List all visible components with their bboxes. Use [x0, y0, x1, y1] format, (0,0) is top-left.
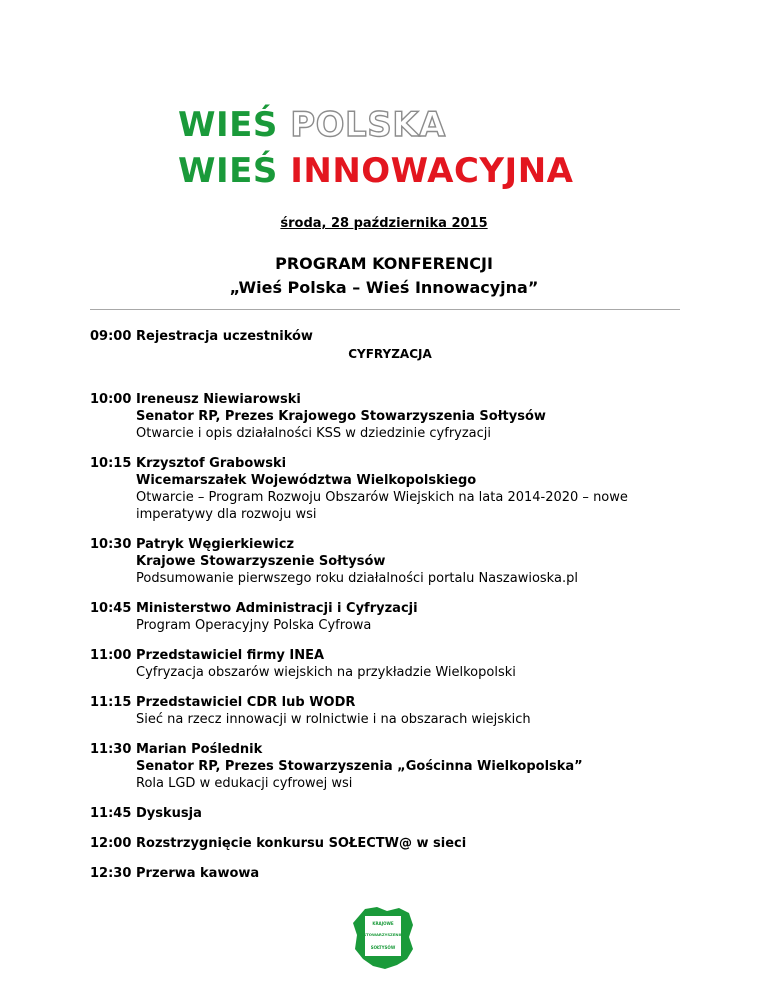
- item-role: Senator RP, Prezes Krajowego Stowarzyszenia Sołtysów: [136, 409, 546, 424]
- program-title-line1: PROGRAM KONFERENCJI: [275, 254, 493, 273]
- schedule-item: [90, 835, 690, 852]
- item-time: 11:15: [90, 695, 132, 710]
- item-title: Przedstawiciel firmy INEA: [136, 648, 325, 663]
- item-description: Otwarcie i opis działalności KSS w dziedzinie cyfryzacji: [136, 426, 492, 441]
- schedule-item: [90, 536, 690, 587]
- item-role: Senator RP, Prezes Stowarzyszenia „Gościnna Wielkopolska”: [136, 759, 583, 774]
- item-time: 11:00: [90, 648, 132, 663]
- item-time: 09:00: [90, 329, 132, 344]
- item-time: 10:00: [90, 392, 132, 407]
- item-title: Dyskusja: [136, 806, 202, 821]
- item-speaker: Krzysztof Grabowski: [136, 456, 287, 471]
- schedule-item: [90, 865, 690, 882]
- item-description: Cyfryzacja obszarów wiejskich na przykładzie Wielkopolski: [136, 665, 516, 680]
- emblem-text-1: KRAJOWE: [372, 921, 394, 926]
- item-title: Przerwa kawowa: [136, 866, 260, 881]
- item-speaker: Marian Poślednik: [136, 742, 263, 757]
- schedule-item: [90, 694, 690, 728]
- item-description: Rola LGD w edukacji cyfrowej wsi: [136, 776, 353, 791]
- schedule-item: [90, 805, 690, 822]
- item-title: Rozstrzygnięcie konkursu SOŁECTW@ w sieci: [136, 836, 467, 851]
- kss-emblem-logo: [351, 905, 415, 971]
- schedule-item: [90, 600, 690, 634]
- logo-polska: POLSKA: [290, 105, 446, 145]
- logo-wies-1: WIEŚ: [178, 105, 278, 145]
- section-heading: CYFRYZACJA: [348, 347, 432, 361]
- item-time: 11:45: [90, 806, 132, 821]
- item-description: Otwarcie – Program Rozwoju Obszarów Wiejskich na lata 2014-2020 – nowe imperatywy dla rozwoju wsi: [136, 490, 628, 522]
- logo-wies-2: WIEŚ: [178, 151, 278, 191]
- item-title: Rejestracja uczestników: [136, 329, 313, 344]
- item-time: 10:15: [90, 456, 132, 471]
- item-title: Ministerstwo Administracji i Cyfryzacji: [136, 601, 418, 616]
- item-role: Wicemarszałek Województwa Wielkopolskiego: [136, 473, 477, 488]
- schedule-item: [90, 391, 690, 442]
- item-speaker: Patryk Węgierkiewicz: [136, 537, 295, 552]
- emblem-text-3: SOŁTYSÓW: [370, 945, 396, 950]
- program-title: [0, 252, 768, 300]
- program-title-line2: „Wieś Polska – Wieś Innowacyjna”: [229, 278, 539, 297]
- item-role: Krajowe Stowarzyszenie Sołtysów: [136, 554, 386, 569]
- emblem-text-2: STOWARZYSZENIE: [363, 932, 403, 937]
- item-speaker: Ireneusz Niewiarowski: [136, 392, 301, 407]
- item-title: Przedstawiciel CDR lub WODR: [136, 695, 356, 710]
- item-time: 10:30: [90, 537, 132, 552]
- item-description: Program Operacyjny Polska Cyfrowa: [136, 618, 372, 633]
- schedule-item: [90, 647, 690, 681]
- item-description: Podsumowanie pierwszego roku działalności portalu Naszawioska.pl: [136, 571, 578, 586]
- item-time: 12:30: [90, 866, 132, 881]
- item-time: 12:00: [90, 836, 132, 851]
- item-description: Sieć na rzecz innowacji w rolnictwie i na obszarach wiejskich: [136, 712, 531, 727]
- logo-innowacyjna: INNOWACYJNA: [290, 151, 574, 191]
- schedule-item: [90, 741, 690, 792]
- schedule-item: [90, 455, 690, 523]
- event-date: środa, 28 października 2015: [280, 216, 488, 231]
- divider: [90, 309, 680, 310]
- header-logo: [178, 102, 573, 194]
- schedule: [90, 328, 690, 882]
- schedule-item: [90, 328, 690, 345]
- item-time: 10:45: [90, 601, 132, 616]
- item-time: 11:30: [90, 742, 132, 757]
